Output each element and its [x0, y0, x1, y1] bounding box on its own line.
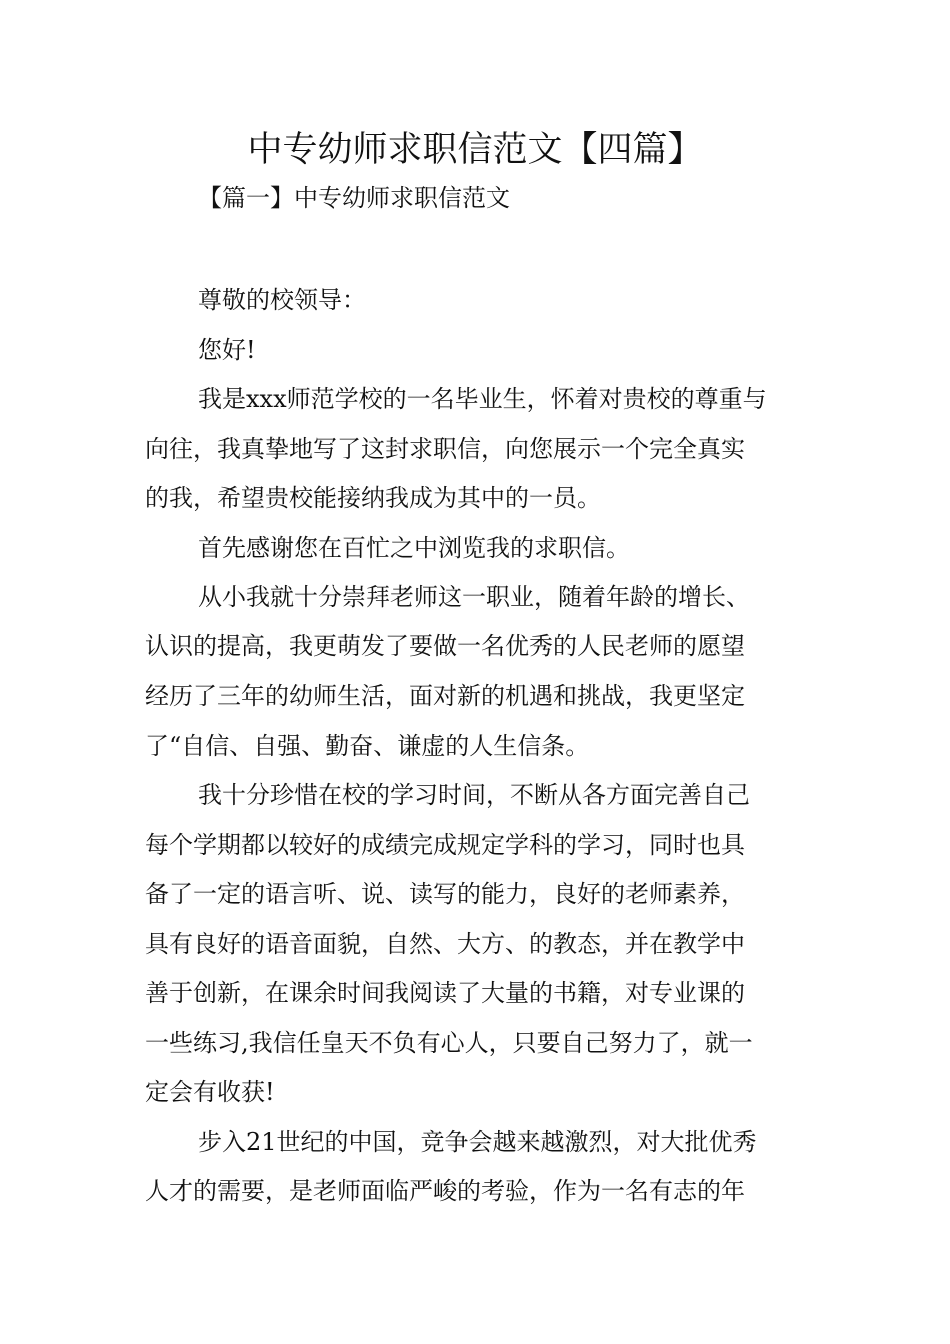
text-line: 定会有收获! [145, 1078, 275, 1106]
text-line: 经历了三年的幼师生活，面对新的机遇和挑战，我更坚定 [145, 682, 745, 710]
section-heading: 【篇一】中专幼师求职信范文 [198, 184, 510, 212]
text-line: 了“自信、自强、勤奋、谦虚的人生信条。 [145, 732, 590, 760]
text-line: 人才的需要，是老师面临严峻的考验，作为一名有志的年 [145, 1177, 745, 1205]
text-line: 从小我就十分崇拜老师这一职业，随着年龄的增长、 [198, 583, 750, 611]
text-line: 向往，我真挚地写了这封求职信，向您展示一个完全真实 [145, 435, 745, 463]
text-line: 善于创新，在课余时间我阅读了大量的书籍，对专业课的 [145, 979, 745, 1007]
text-line: 一些练习,我信任皇天不负有心人，只要自己努力了，就一 [145, 1029, 753, 1057]
text-line: 具有良好的语音面貌，自然、大方、的教态，并在教学中 [145, 930, 745, 958]
text-line: 认识的提高，我更萌发了要做一名优秀的人民老师的愿望 [145, 632, 745, 660]
text-line: 备了一定的语言听、说、读写的能力，良好的老师素养， [145, 880, 745, 908]
text-line: 我是xxx师范学校的一名毕业生，怀着对贵校的尊重与 [198, 385, 767, 413]
salutation: 尊敬的校领导： [198, 286, 366, 314]
greeting: 您好! [198, 336, 256, 364]
document-title: 中专幼师求职信范文【四篇】 [247, 130, 703, 170]
text-line: 的我，希望贵校能接纳我成为其中的一员。 [145, 484, 601, 512]
text-line: 我十分珍惜在校的学习时间，不断从各方面完善自己 [198, 781, 750, 809]
text-line: 步入21世纪的中国，竞争会越来越激烈，对大批优秀 [198, 1128, 757, 1156]
text-line: 首先感谢您在百忙之中浏览我的求职信。 [198, 534, 630, 562]
text-line: 每个学期都以较好的成绩完成规定学科的学习，同时也具 [145, 831, 745, 859]
